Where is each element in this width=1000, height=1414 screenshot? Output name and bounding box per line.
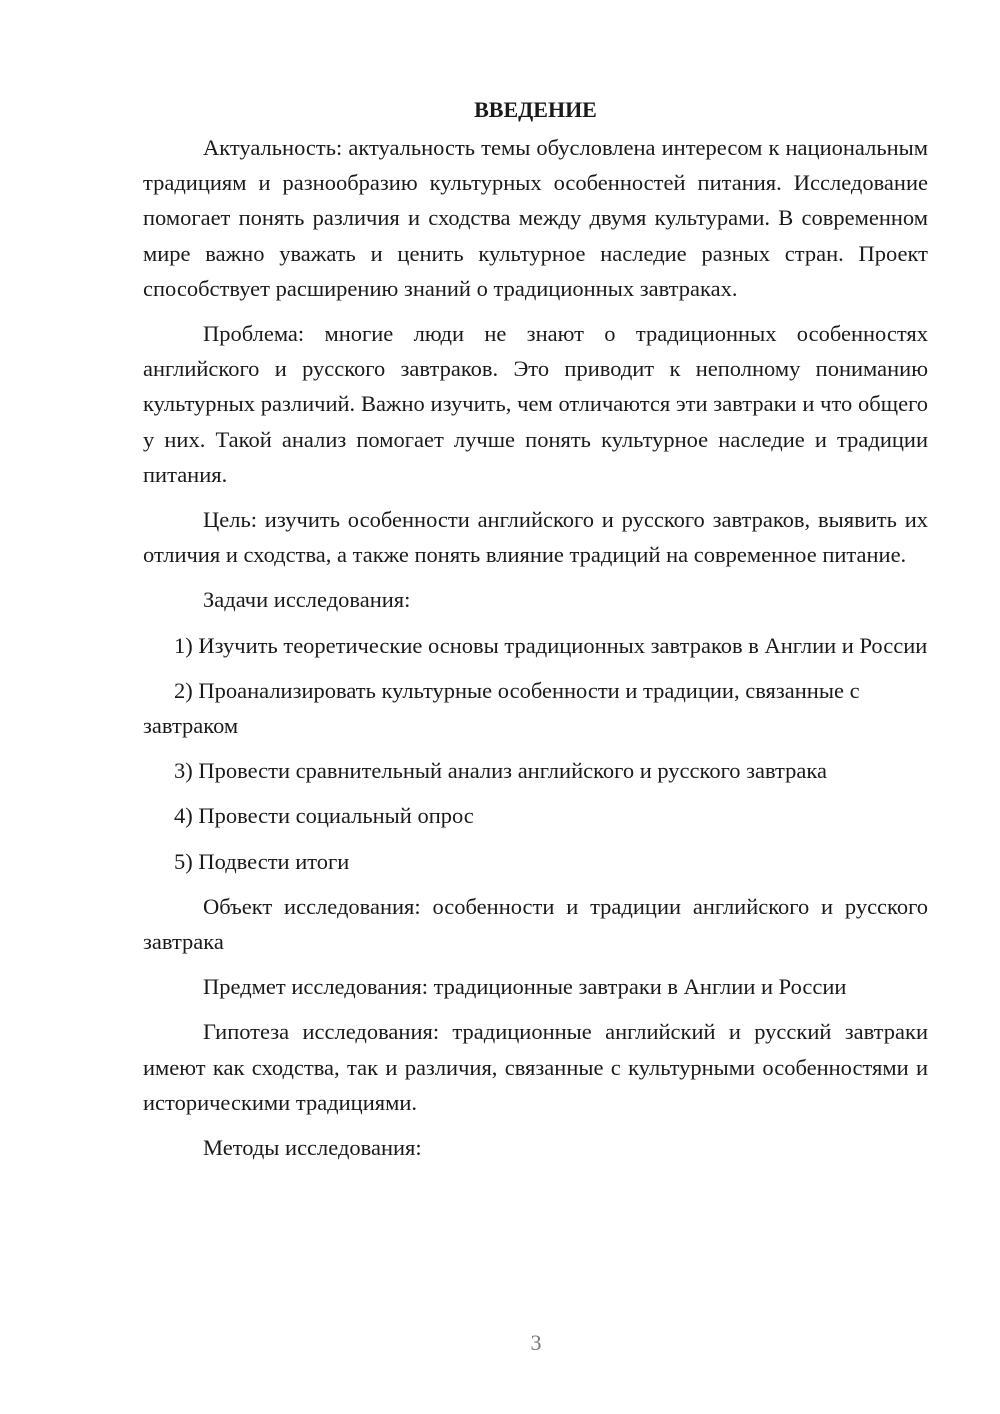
task-item: 2) Проанализировать культурные особенности и традиции, связанные с завтраком: [143, 677, 860, 739]
task-item: 1) Изучить теоретические основы традиционных завтраков в Англии и России: [174, 632, 928, 658]
page-content: [143, 92, 928, 1175]
task-item: 4) Провести социальный опрос: [174, 803, 474, 829]
object-paragraph: Объект исследования: особенности и традиции английского и русского завтрака: [143, 893, 928, 955]
page-number: 3: [530, 1330, 542, 1355]
section-heading: ВВЕДЕНИЕ: [474, 97, 597, 122]
hypothesis-paragraph: Гипотеза исследования: традиционные английский и русский завтраки имеют как сходства, так и различия, связанные с культурными особенностями и историческими традициями.: [143, 1019, 928, 1115]
tasks-title: Задачи исследования:: [203, 587, 411, 613]
problem-paragraph: Проблема: многие люди не знают о традиционных особенностях английского и русского завтраков. Это приводит к неполному пониманию культурных различий. Важно изучить, чем отличаются эти завтраки и что общего у них. Такой анализ помогает лучше понять культурное наследие и традиции питания.: [143, 321, 928, 487]
tasks-list: [143, 628, 928, 879]
methods-paragraph: Методы исследования:: [203, 1135, 422, 1161]
subject-paragraph: Предмет исследования: традиционные завтраки в Англии и России: [203, 974, 847, 1000]
relevance-paragraph: Актуальность: актуальность темы обусловлена интересом к национальным традициям и разнообразию культурных особенностей питания. Исследование помогает понять различия и сходства между двумя культурами. В современном мире важно уважать и ценить культурное наследие разных стран. Проект способствует расширению знаний о традиционных завтраках.: [143, 135, 928, 301]
goal-paragraph: Цель: изучить особенности английского и русского завтраков, выявить их отличия и сходства, а также понять влияние традиций на современное питание.: [143, 507, 928, 568]
task-item: 5) Подвести итоги: [174, 848, 350, 874]
task-item: 3) Провести сравнительный анализ английского и русского завтрака: [174, 758, 827, 784]
